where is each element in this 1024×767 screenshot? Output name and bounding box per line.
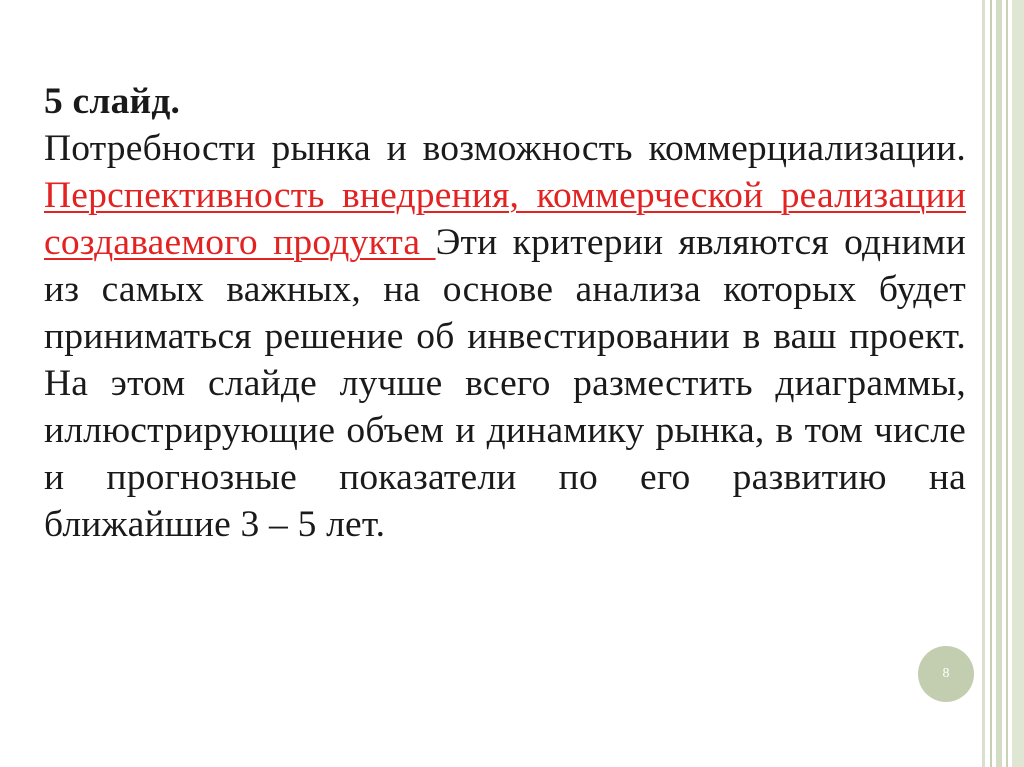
page-number-badge xyxy=(918,646,974,702)
decor-stripe xyxy=(990,0,992,767)
decor-stripe xyxy=(1006,0,1008,767)
slide-body xyxy=(44,125,966,548)
page-number: 8 xyxy=(942,666,950,681)
decor-stripe xyxy=(1012,0,1024,767)
slide-heading: 5 слайд. xyxy=(44,81,181,122)
body-text-intro: Потребности рынка и возможность коммерциализации. xyxy=(44,128,966,169)
decor-stripe xyxy=(982,0,985,767)
body-text-highlight: Перспективность внедрения, коммерческой реализации создаваемого продукта xyxy=(44,175,966,263)
slide-content xyxy=(44,78,966,548)
body-text-main: Эти критерии являются одними из самых важных, на основе анализа которых будет приниматься решение об инвестировании в ваш проект. На этом слайде лучше всего разместить диаграммы, иллюстрирующие объем и динамику рынка, в том числе и прогнозные показатели по его развитию на ближайшие 3 – 5 лет. xyxy=(44,222,966,545)
decor-stripe xyxy=(996,0,1002,767)
